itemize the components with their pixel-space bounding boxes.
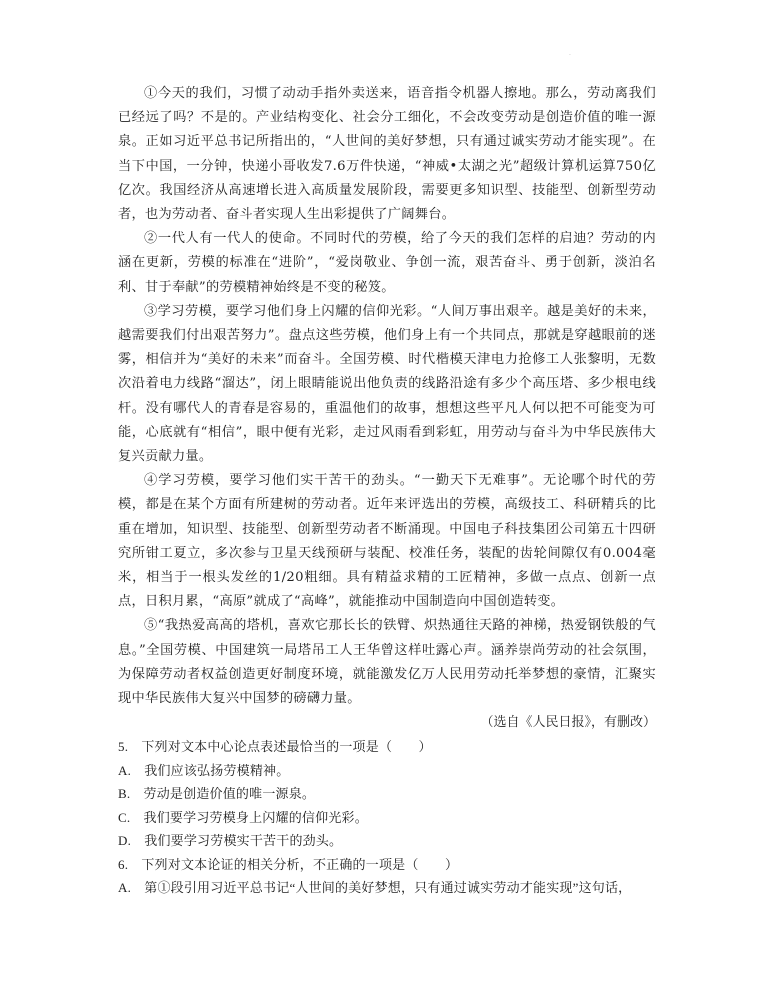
document-page — [118, 82, 656, 900]
article-source: （选自《人民日报》，有删改） — [480, 715, 656, 731]
question-6-option-a: A. 第①段引用习近平总书记“人世间的美好梦想，只有通过诚实劳动才能实现”这句话， — [118, 880, 632, 896]
question-5-option-b: B. 劳动是创造价值的唯一源泉。 — [118, 786, 316, 802]
paragraph-1: ①今天的我们，习惯了动动手指外卖送来，语音指令机器人擦地。那么，劳动离我们已经远了吗？不是的。产业结构变化、社会分工细化，不会改变劳动是创造价值的唯一源泉。正如习近平总书记所指出的，“人世间的美好梦想，只有通过诚实劳动才能实现”。在当下中国，一分钟，快递小哥收发7.6万件快递，“神威•太湖之光”超级计算机运算750亿亿次。我国经济从高速增长进入高质量发展阶段，需要更多知识型、技能型、创新型劳动者，也为劳动者、奋斗者实现人生出彩提供了广阔舞台。 — [118, 86, 656, 223]
question-5-option-a: A. 我们应该弘扬劳模精神。 — [118, 762, 290, 778]
article — [118, 82, 656, 735]
question-5-stem: 5. 下列对文本中心论点表述最恰当的一项是（ ） — [118, 739, 432, 755]
paragraph-2: ②一代人有一代人的使命。不同时代的劳模，给了今天的我们怎样的启迪？劳动的内涵在更新，劳模的标准在“进阶”，“爱岗敬业、争创一流，艰苦奋斗、勇于创新，淡泊名利、甘于奉献”的劳模精神始终是不变的秘笈。 — [118, 231, 656, 295]
question-5-option-d: D. 我们要学习劳模实干苦干的劲头。 — [118, 833, 343, 849]
paragraph-3: ③学习劳模，要学习他们身上闪耀的信仰光彩。“人间万事出艰辛。越是美好的未来，越需要我们付出艰苦努力”。盘点这些劳模，他们身上有一个共同点，那就是穿越眼前的迷雾，相信并为“美好的未来”而奋斗。全国劳模、时代楷模天津电力抢修工人张黎明，无数次沿着电力线路“溜达”，闭上眼睛能说出他负责的线路沿途有多少个高压塔、多少根电线杆。没有哪代人的青春是容易的，重温他们的故事，想想这些平凡人何以把不可能变为可能，心底就有“相信”，眼中便有光彩，走过风雨看到彩虹，用劳动与奋斗为中华民族伟大复兴贡献力量。 — [118, 303, 656, 465]
question-6 — [118, 853, 656, 900]
question-6-stem: 6. 下列对文本论证的相关分析，不正确的一项是（ ） — [118, 856, 459, 872]
question-5-option-c: C. 我们要学习劳模身上闪耀的信仰光彩。 — [118, 809, 368, 825]
paragraph-4: ④学习劳模，要学习他们实干苦干的劲头。“一勤天下无难事”。无论哪个时代的劳模，都是在某个方面有所建树的劳动者。近年来评选出的劳模，高级技工、科研精兵的比重在增加，知识型、技能型、创新型劳动者不断涌现。中国电子科技集团公司第五十四研究所钳工夏立，多次参与卫星天线预研与装配、校准任务，装配的齿轮间隙仅有0.004毫米，相当于一根头发丝的1/20粗细。具有精益求精的工匠精神，多做一点点、创新一点点，日积月累，“高原”就成了“高峰”，就能推动中国制造向中国创造转变。 — [118, 473, 656, 610]
question-5 — [118, 735, 656, 853]
paragraph-5: ⑤“我热爱高高的塔机，喜欢它那长长的铁臂、炽热通往天路的神梯，热爱钢铁般的气息。”全国劳模、中国建筑一局塔吊工人王华曾这样吐露心声。涵养崇尚劳动的社会氛围，为保障劳动者权益创造更好制度环境，就能激发亿万人民用劳动托举梦想的豪情，汇聚实现中华民族伟大复兴中国梦的磅礴力量。 — [118, 618, 656, 707]
scan-mark: · — [569, 52, 571, 59]
